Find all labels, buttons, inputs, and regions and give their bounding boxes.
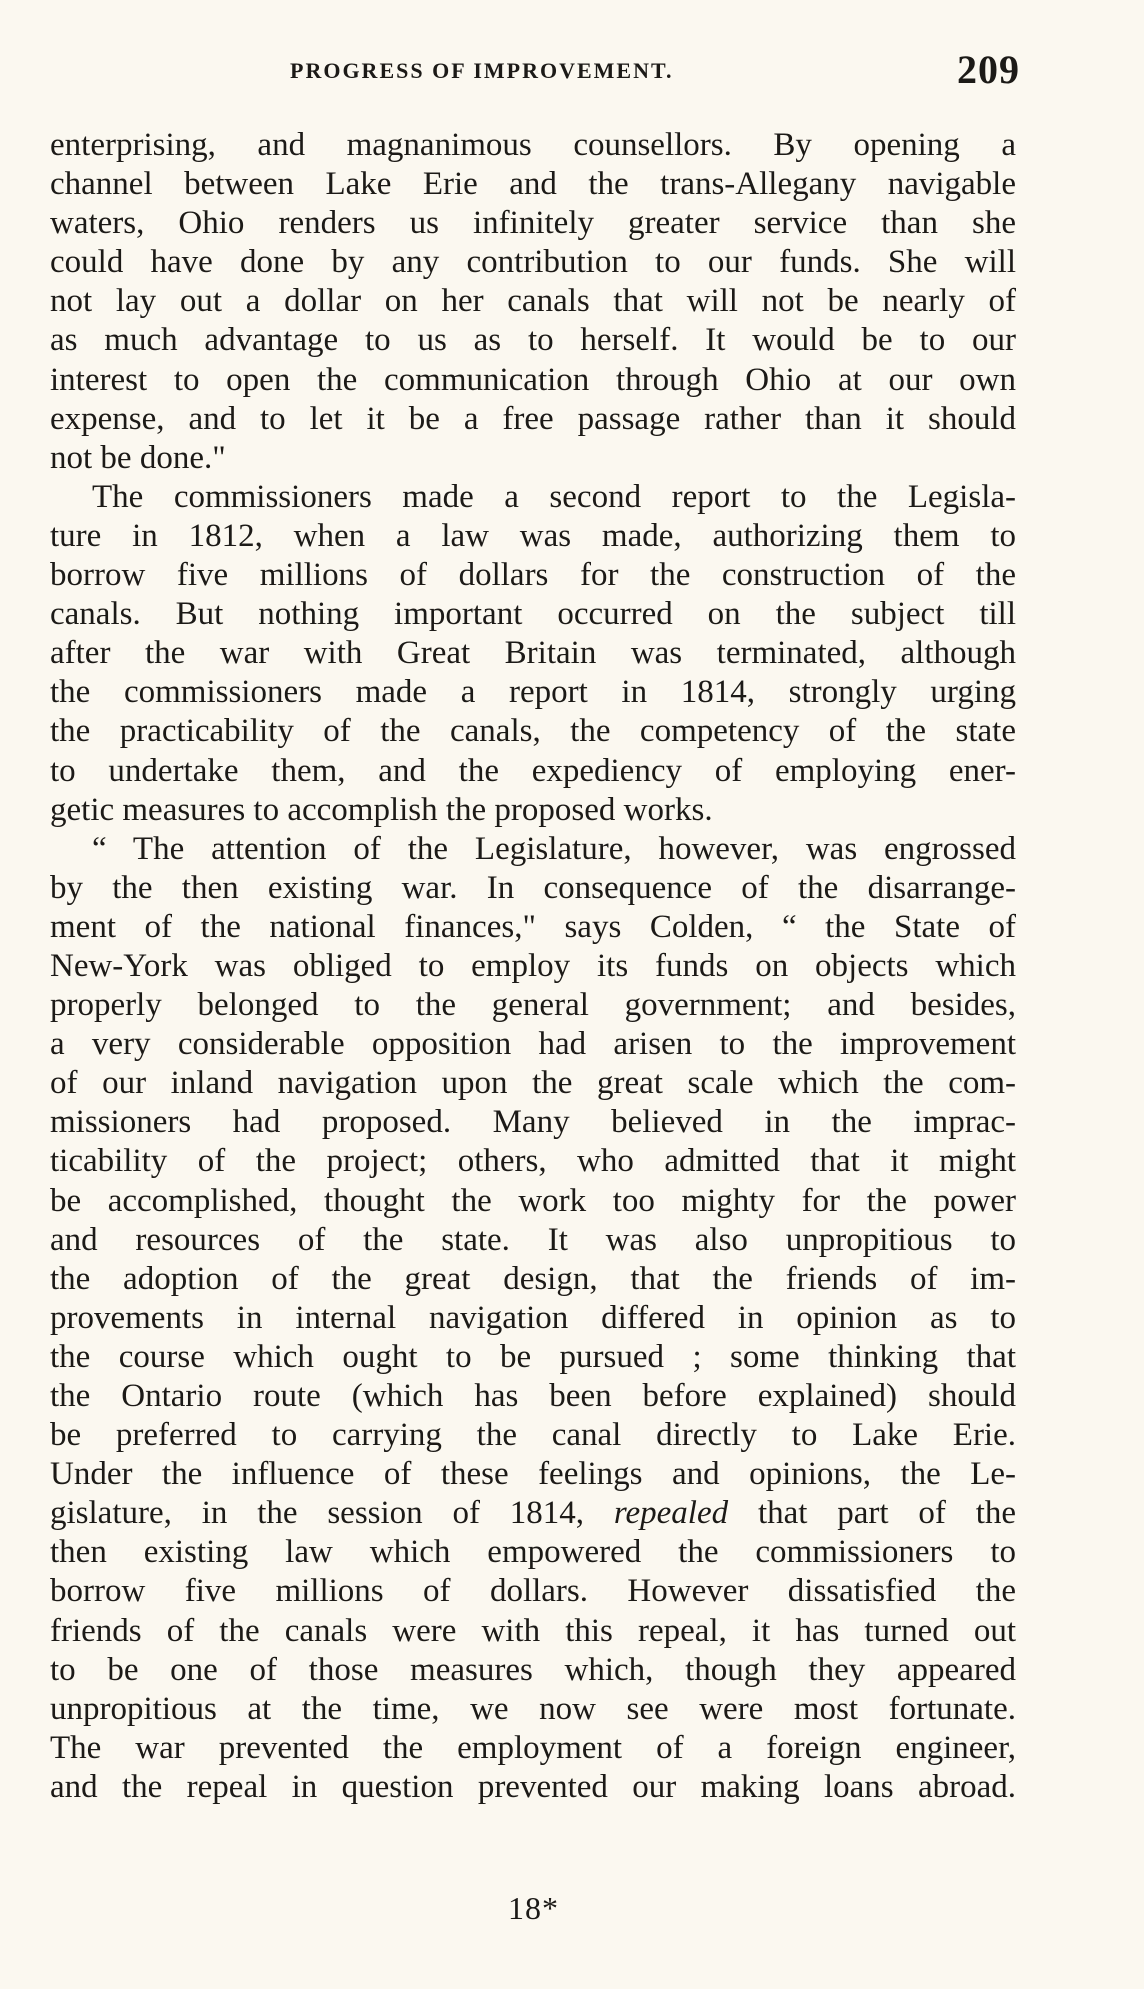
line-segment: that part of the bbox=[757, 1495, 1017, 1532]
text-line: of our inland navigation upon the great scale which the com- bbox=[50, 1065, 1016, 1102]
text-line: the adoption of the great design, that the friends of im- bbox=[50, 1260, 1016, 1297]
text-line: and the repeal in question prevented our making loans abroad. bbox=[50, 1768, 1016, 1805]
text-line: New-York was obliged to employ its funds on objects which bbox=[50, 947, 1016, 984]
text-line: by the then existing war. In consequence of the disarrange- bbox=[50, 869, 1016, 906]
text-line: waters, Ohio renders us infinitely greater service than she bbox=[50, 205, 1016, 242]
text-line: could have done by any contribution to our funds. She will bbox=[50, 244, 1016, 281]
line-segment: gislature, in the session of 1814, bbox=[50, 1495, 585, 1532]
text-line: expense, and to let it be a free passage rather than it should bbox=[50, 400, 1016, 437]
text-line: a very considerable opposition had arisen to the improvement bbox=[50, 1026, 1016, 1063]
text-line: after the war with Great Britain was terminated, although bbox=[50, 635, 1016, 672]
running-title: PROGRESS OF IMPROVEMENT. bbox=[290, 58, 674, 83]
text-line: not be done." bbox=[50, 439, 226, 476]
text-line: getic measures to accomplish the proposed works. bbox=[50, 791, 713, 828]
page-number: 209 bbox=[957, 47, 1020, 92]
text-line: interest to open the communication through Ohio at our own bbox=[50, 361, 1016, 398]
paragraph-start-line: “ The attention of the Legislature, however, was engrossed bbox=[92, 830, 1016, 867]
text-line: the practicability of the canals, the competency of the state bbox=[50, 713, 1016, 750]
signature-mark: 18* bbox=[508, 1890, 559, 1926]
text-line: be accomplished, thought the work too mighty for the power bbox=[50, 1182, 1016, 1219]
text-line: as much advantage to us as to herself. It would be to our bbox=[50, 322, 1016, 359]
text-line: properly belonged to the general government; and besides, bbox=[50, 987, 1016, 1024]
text-line: to be one of those measures which, though they appeared bbox=[50, 1651, 1016, 1688]
text-line: canals. But nothing important occurred on the subject till bbox=[50, 596, 1016, 633]
text-line: the Ontario route (which has been before explained) should bbox=[50, 1378, 1016, 1414]
text-line: unpropitious at the time, we now see were most fortunate. bbox=[50, 1690, 1016, 1727]
emphasized-word: repealed bbox=[613, 1495, 729, 1532]
text-line: channel between Lake Erie and the trans-Allegany navigable bbox=[50, 166, 1016, 203]
paragraph-start-line: The commissioners made a second report to the Legisla- bbox=[92, 478, 1016, 515]
text-line: missioners had proposed. Many believed in the imprac- bbox=[50, 1104, 1016, 1141]
text-line: provements in internal navigation differed in opinion as to bbox=[50, 1299, 1016, 1336]
text-line: the commissioners made a report in 1814, strongly urging bbox=[50, 674, 1016, 711]
text-line-with-emphasis bbox=[50, 1494, 1016, 1533]
text-line: then existing law which empowered the commissioners to bbox=[50, 1534, 1016, 1571]
text-line: be preferred to carrying the canal directly to Lake Erie. bbox=[50, 1417, 1016, 1454]
text-line: ticability of the project; others, who admitted that it might bbox=[50, 1143, 1016, 1180]
text-line: to undertake them, and the expediency of employing ener- bbox=[50, 752, 1016, 789]
text-line: Under the influence of these feelings and opinions, the Le- bbox=[50, 1456, 1016, 1493]
text-line: The war prevented the employment of a foreign engineer, bbox=[50, 1729, 1016, 1766]
text-line: and resources of the state. It was also unpropitious to bbox=[50, 1221, 1016, 1258]
running-head bbox=[50, 46, 1020, 96]
text-line: ment of the national finances," says Colden, “ the State of bbox=[50, 908, 1016, 945]
text-line: enterprising, and magnanimous counsellors. By opening a bbox=[50, 127, 1016, 163]
text-line: ture in 1812, when a law was made, authorizing them to bbox=[50, 517, 1016, 554]
text-line: the course which ought to be pursued ; some thinking that bbox=[50, 1338, 1016, 1375]
body-text bbox=[50, 126, 1016, 1807]
text-line: borrow five millions of dollars for the construction of the bbox=[50, 557, 1016, 594]
text-line: friends of the canals were with this repeal, it has turned out bbox=[50, 1612, 1016, 1649]
text-line: not lay out a dollar on her canals that will not be nearly of bbox=[50, 283, 1016, 320]
text-line: borrow five millions of dollars. However dissatisfied the bbox=[50, 1573, 1016, 1610]
